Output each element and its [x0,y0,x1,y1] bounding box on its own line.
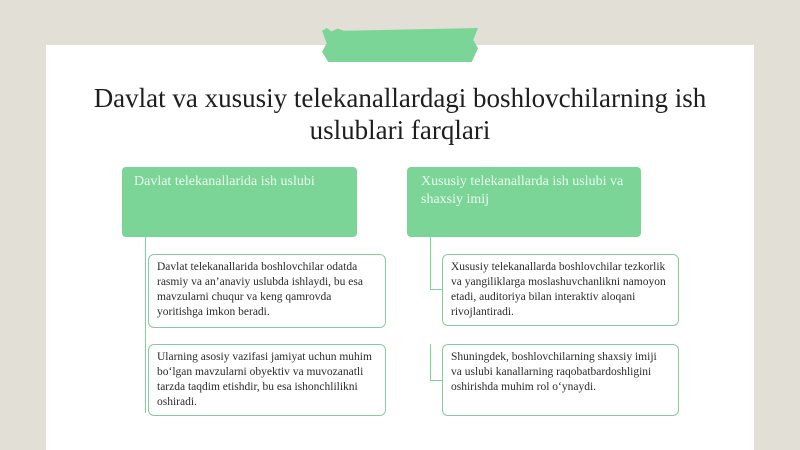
left-header-box [122,167,357,237]
left-header-label: Davlat telekanallarida ish uslubi [134,174,315,189]
left-card-1-text: Davlat telekanallarida boshlovchilar odatda rasmiy va an’anaviy uslubda ishlaydi, bu esa mavzularni chuqur va keng qamrovda yoritishga imkon beradi. [157,261,363,318]
right-connector-branch-1 [430,289,442,290]
right-card-2-text: Shuningdek, boshlovchilarning shaxsiy imiji va uslubi kanallarning raqobatbardoshligini oshirishda muhim rol o‘ynaydi. [451,351,657,393]
right-connector-branch-2 [430,380,442,381]
right-connector-line-bottom [430,344,431,380]
right-card-2 [442,344,679,416]
right-connector-line-top [430,237,431,289]
right-card-1-text: Xususiy telekanallarda boshlovchilar tezkorlik va yangiliklarga moslashuvchanlikni namoyon etadi, auditoriya bilan interaktiv aloqani rivojlantiradi. [451,261,666,318]
right-header-box [407,167,641,237]
left-card-1 [148,254,386,328]
right-header-label: Xususiy telekanallarda ish uslubi va shaxsiy imij [421,174,624,207]
left-connector-line [145,237,146,413]
decorative-tape [322,28,478,62]
left-card-2 [148,344,386,416]
left-card-2-text: Ularning asosiy vazifasi jamiyat uchun muhim bo‘lgan mavzularni obyektiv va muvozanatli tarzda taqdim etishdir, bu esa ishonchlilikni oshiradi. [157,351,372,408]
slide-title: Davlat va xususiy telekanallardagi boshlovchilarning ish uslublari farqlari [93,83,707,145]
right-card-1 [442,254,679,326]
